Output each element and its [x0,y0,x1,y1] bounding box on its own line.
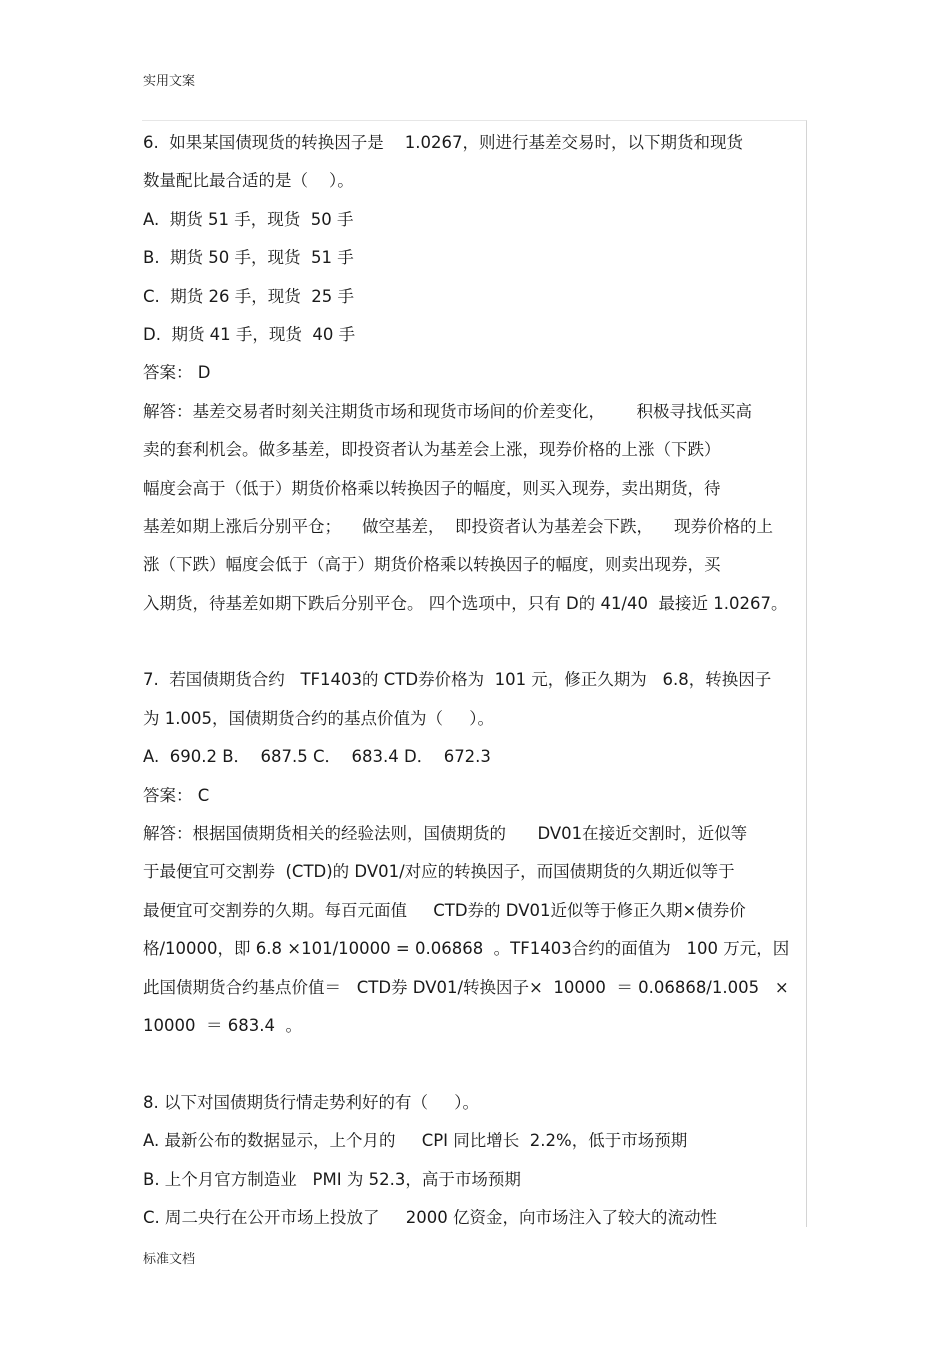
question-7-options: A. 690.2 B． 687.5 C． 683.4 D． 672.3 [143,747,491,767]
page-footer: 标准文档 [143,1252,196,1267]
question-6-option-c: C. 期货 26 手，现货 25 手 [143,286,354,306]
question-6-explanation-line-1: 解答：基差交易者时刻关注期货市场和现货市场间的价差变化， 积极寻找低买高 [143,401,752,421]
question-7-stem-line-2: 为 1.005，国债期货合约的基点价值为（ ）。 [143,708,494,728]
question-7-answer: 答案： C [143,785,210,805]
question-7-explanation-line-2: 于最便宜可交割券 (CTD)的 DV01/对应的转换因子，而国债期货的久期近似等于 [143,862,735,882]
question-6-explanation-line-5: 涨（下跌）幅度会低于（高于）期货价格乘以转换因子的幅度，则卖出现券，买 [143,555,721,575]
question-6-option-b: B. 期货 50 手，现货 51 手 [143,248,354,268]
question-8 [143,1084,823,1238]
paragraph-gap [143,1045,823,1083]
question-7-stem-line-1: 7. 若国债期货合约 TF1403的 CTD券价格为 101 元，修正久期为 6.8，转换因子 [143,670,772,690]
question-7-explanation-line-1: 解答：根据国债期货相关的经验法则，国债期货的 DV01在接近交割时，近似等 [143,824,748,844]
question-8-option-b: B. 上个月官方制造业 PMI 为 52.3，高于市场预期 [143,1169,521,1189]
paragraph-gap [143,623,823,661]
page-header: 实用文案 [143,74,196,89]
question-8-option-c: C. 周二央行在公开市场上投放了 2000 亿资金，向市场注入了较大的流动性 [143,1207,717,1227]
question-6-answer: 答案： D [143,363,211,383]
question-6-explanation-line-4: 基差如期上涨后分别平仓； 做空基差， 即投资者认为基差会下跌， 现券价格的上 [143,516,773,536]
question-6-explanation-line-2: 卖的套利机会。做多基差，即投资者认为基差会上涨，现券价格的上涨（下跌） [143,440,721,460]
question-6-option-d: D. 期货 41 手，现货 40 手 [143,324,356,344]
question-6 [143,124,823,623]
question-7-explanation-line-4: 格/10000，即 6.8 ×101/10000 = 0.06868 。TF1403合约的面值为 100 万元，因 [143,939,790,959]
question-7-explanation-line-3: 最便宜可交割券的久期。每百元面值 CTD券的 DV01近似等于修正久期×债券价 [143,900,746,920]
question-6-explanation-line-3: 幅度会高于（低于）期货价格乘以转换因子的幅度，则买入现券，卖出期货，待 [143,478,721,498]
question-7 [143,661,823,1045]
question-7-explanation-line-6: 10000 ＝ 683.4 。 [143,1015,302,1035]
question-8-stem: 8. 以下对国债期货行情走势利好的有（ ）。 [143,1092,479,1112]
document-body [143,124,823,1237]
question-6-stem-line-2: 数量配比最合适的是（ ）。 [143,171,354,191]
question-7-explanation-line-5: 此国债期货合约基点价值＝ CTD券 DV01/转换因子× 10000 ＝ 0.06868/1.005 × [143,977,789,997]
question-8-option-a: A. 最新公布的数据显示，上个月的 CPI 同比增长 2.2%，低于市场预期 [143,1131,688,1151]
question-6-explanation-line-6: 入期货，待基差如期下跌后分别平仓。 四个选项中，只有 D的 41/40 最接近 1.0267。 [143,593,788,613]
question-6-option-a: A. 期货 51 手，现货 50 手 [143,209,354,229]
question-6-stem-line-1: 6. 如果某国债现货的转换因子是 1.0267，则进行基差交易时，以下期货和现货 [143,133,743,152]
